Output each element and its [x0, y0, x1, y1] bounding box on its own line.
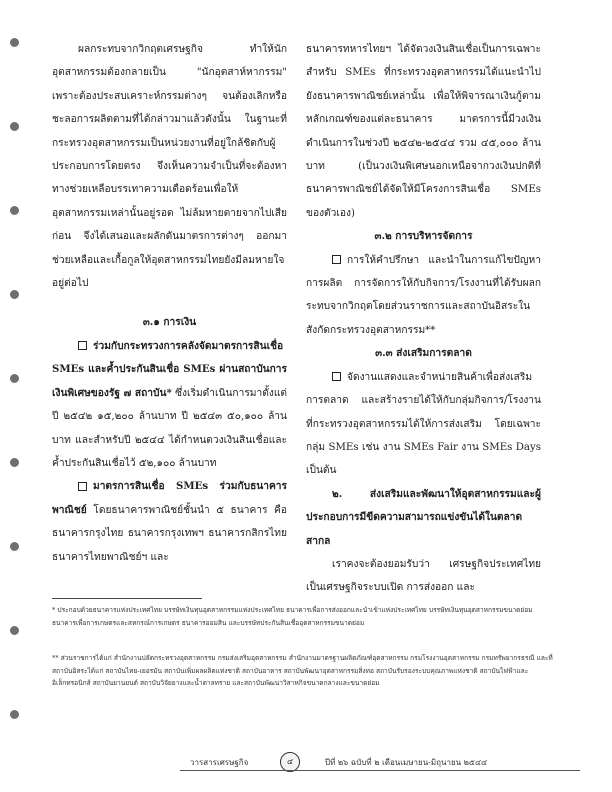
footnote-2-text: ** ส่วนราชการได้แก่ สำนักงานปลัดกระทรวงอุตสาหกรรม กรมส่งเสริมอุตสาหกรรม สำนักงานมาตรฐานผลิตภัณฑ์อุตสาหกรรม กรมโรงงานอุตสาหกรรม กรมทรัพยากรธรณี และที่สถาบันอิสระได้แก่ สถาบันไทย-เยอรมัน สถาบันเพิ่มผลผลิตแห่งชาติ สถาบันอาหาร สถาบันพัฒนาอุตสาหกรรมสิ่งทอ สถาบันรับรองระบบคุณภาพแห่งชาติ สถาบันไฟฟ้าและอิเล็กทรอนิกส์ สถาบันยานยนต์ สถาบันวิจัยยางและน้ำตาลทราย และสถาบันพัฒนาวิสาหกิจขนาดกลางและขนาดย่อม — [52, 654, 553, 688]
point-2-body: เราคงจะต้องยอมรับว่า เศรษฐกิจประเทศไทยเป็นเศรษฐกิจระบบเปิด การส่งออก และ — [306, 558, 541, 594]
point-2-heading: ๒. ส่งเสริมและพัฒนาให้อุตสาหกรรมและผู้ประกอบการมีขีดความสามารถแข่งขันได้ในตลาดสากล — [306, 487, 541, 547]
checkbox-bullet-icon — [78, 482, 87, 491]
finance-item-1-lead: ร่วมกับกระทรวงการคลังจัดมาตรการสินเชื่อ SMEs และค้ำประกันสินเชื่อ SMEs ผ่านสถาบันการเงินพิเศษของรัฐ ๗ สถาบัน* — [52, 339, 287, 399]
binder-dot — [10, 458, 19, 467]
checkbox-bullet-icon — [332, 372, 341, 381]
page-footer — [180, 752, 580, 772]
continued-paragraph: ธนาคารทหารไทยฯ ได้จัดวงเงินสินเชื่อเป็นการเฉพาะสำหรับ SMEs ที่กระทรวงอุตสาหกรรมได้แนะนำไปยังธนาคารพาณิชย์เหล่านั้น เพื่อให้พิจารณาเงินกู้ตามหลักเกณฑ์ของแต่ละธนาคาร มาตรการนี้มีวงเงินดำเนินการในช่วงปี ๒๕๔๒-๒๕๔๔ รวม ๔๕,๐๐๐ ล้านบาท (เป็นวงเงินพิเศษนอกเหนือจากวงเงินปกติที่ธนาคารพาณิชย์ได้จัดให้มีโครงการสินเชื่อ SMEs ของตัวเอง) — [306, 44, 541, 219]
section-heading-finance: ๓.๑ การเงิน — [142, 316, 197, 329]
issue-info: ปีที่ ๒๖ ฉบับที่ ๒ เดือนเมษายน-มิถุนายน ๒๕๔๔ — [325, 758, 488, 767]
footnote-divider — [52, 598, 202, 599]
intro-paragraph: ผลกระทบจากวิกฤตเศรษฐกิจ ทำให้นักอุตสาหกรรมต้องกลายเป็น "นักอุตสาห์หากรรม" เพราะต้องประสบเคราะห์กรรมต่างๆ จนต้องเลิกหรือชะลอการผลิตตามที่ได้กล่าวมาแล้วดังนั้น ในฐานะที่กระทรวงอุตสาหกรรมเป็นหน่วยงานที่อยู่ใกล้ชิดกับผู้ประกอบการโดยตรง จึงเห็นความจำเป็นที่จะต้องหาทางช่วยเหลือบรรเทาความเดือดร้อนเพื่อให้อุตสาหกรรมเหล่านั้นอยู่รอด ไม่ล้มหายตายจากไปเสียก่อน จึงได้เสนอและผลักดันมาตรการต่างๆ ออกมาช่วยเหลือและเกื้อกูลให้อุตสาหกรรมไทยยังมีลมหายใจอยู่ต่อไป — [52, 44, 287, 290]
checkbox-bullet-icon — [332, 255, 341, 264]
footnote-2 — [52, 652, 557, 690]
binder-dot — [10, 626, 19, 635]
management-item — [306, 249, 541, 343]
binder-dot — [10, 206, 19, 215]
section-heading-marketing: ๓.๓ ส่งเสริมการตลาด — [375, 347, 472, 360]
binder-dot — [10, 710, 19, 719]
finance-item-2-body: โดยธนาคารพาณิชย์ชั้นนำ ๕ ธนาคาร คือ ธนาคารกรุงไทย ธนาคารกรุงเทพฯ ธนาคารกสิกรไทย ธนาคารไทยพาณิชย์ฯ และ — [52, 504, 287, 563]
finance-item-2-lead: มาตรการสินเชื่อ SMEs ร่วมกับธนาคารพาณิชย์ — [52, 480, 287, 516]
page-number-emblem: ๔ — [280, 752, 300, 772]
section-heading-management: ๓.๒ การบริหารจัดการ — [374, 230, 473, 243]
left-column — [52, 38, 287, 569]
checkbox-bullet-icon — [78, 341, 87, 350]
journal-name: วารสารเศรษฐกิจ — [190, 758, 249, 767]
marketing-item-text: จัดงานแสดงและจำหน่ายสินค้าเพื่อส่งเสริมการตลาด และสร้างรายได้ให้กับกลุ่มกิจการ/โรงงาน ที่กระทรวงอุตสาหกรรมได้ให้การส่งเสริม โดยเฉพาะกลุ่ม SMEs เช่น งาน SMEs Fair งาน SMEs Days เป็นต้น — [306, 371, 541, 477]
management-item-text: การให้คำปรึกษา และนำในการแก้ไขปัญหาการผลิต การจัดการให้กับกิจการ/โรงงานที่ได้รับผลกระทบจากวิกฤตโดยส่วนราชการและสถาบันอิสระในสังกัดกระทรวงอุตสาหกรรม** — [306, 254, 541, 336]
binder-dot — [10, 374, 19, 383]
binder-dot — [10, 38, 19, 47]
finance-item-1 — [52, 335, 287, 475]
marketing-item — [306, 366, 541, 483]
binder-dot — [10, 122, 19, 131]
finance-item-2 — [52, 475, 287, 569]
footnote-1 — [52, 604, 557, 629]
binder-dots — [10, 0, 24, 792]
right-column — [306, 38, 541, 600]
finance-item-1-body: ซึ่งเริ่มดำเนินการมาตั้งแต่ปี ๒๕๔๒ ๑๕,๒๐๐ ล้านบาท ปี ๒๕๔๓ ๕๐,๑๐๐ ล้านบาท และสำหรับปี ๒๕๔๔ ได้กำหนดวงเงินสินเชื่อและค้ำประกันสินเชื่อไว้ ๕๒,๑๐๐ ล้านบาท — [52, 387, 287, 469]
footer-rule — [180, 770, 580, 771]
binder-dot — [10, 290, 19, 299]
binder-dot — [10, 542, 19, 551]
footnote-1-text: * ประกอบด้วยธนาคารแห่งประเทศไทย บรรษัทเงินทุนอุตสาหกรรมแห่งประเทศไทย ธนาคารเพื่อการส่งออกและนำเข้าแห่งประเทศไทย บรรษัทเงินทุนอุตสาหกรรมขนาดย่อม ธนาคารเพื่อการเกษตรและสหกรณ์การเกษตร ธนาคารออมสิน และบรรษัทประกันสินเชื่ออุตสาหกรรมขนาดย่อม — [52, 606, 533, 627]
